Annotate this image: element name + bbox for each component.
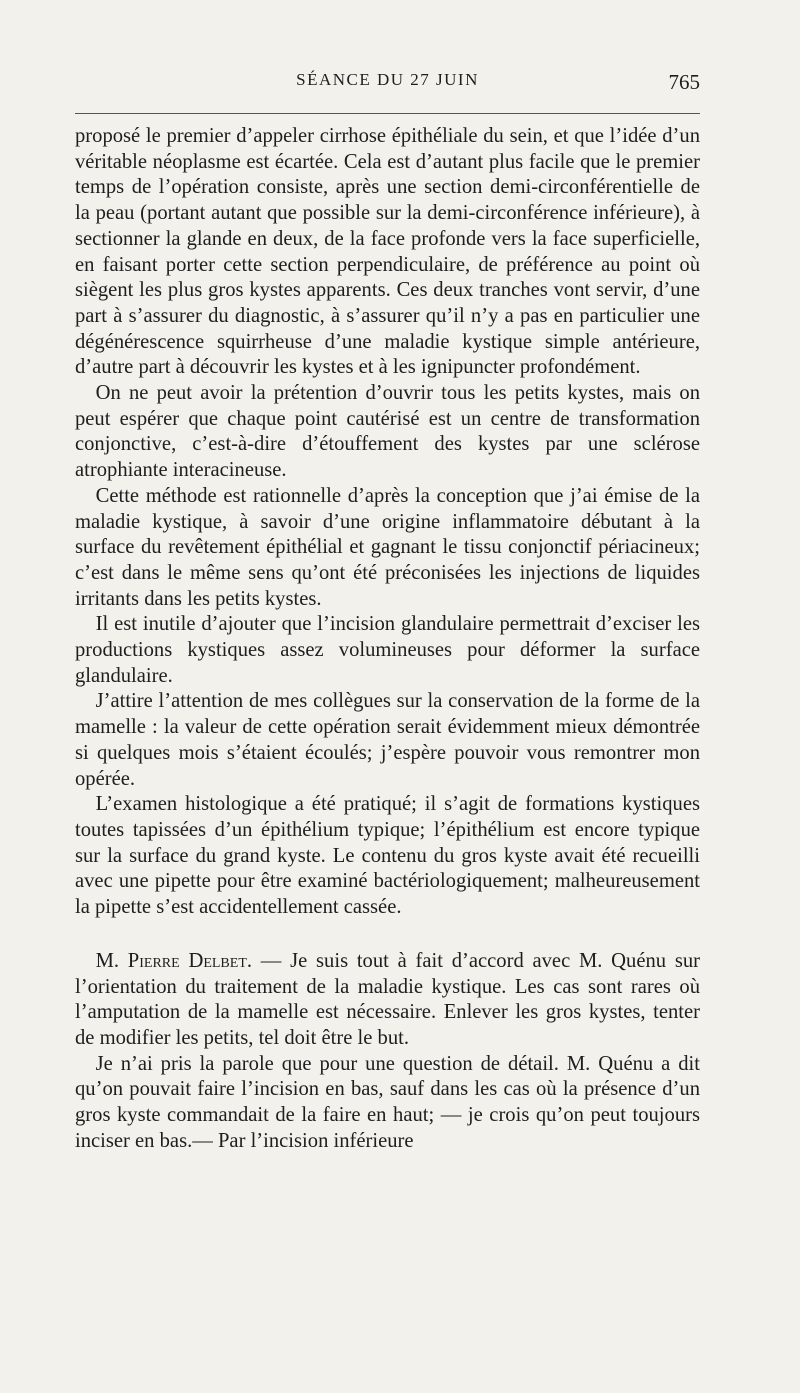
paragraph: proposé le premier d’appeler cirrhose épithéliale du sein, et que l’idée d’un véritable néoplasme est écartée. Cela est d’autant plus facile que le premier temps de l’opération consiste, après une section demi-circonférentielle de la peau (portant autant que possible sur la demi-circonférence inférieure), à sectionner la glande en deux, de la face profonde vers la face superficielle, en faisant porter cette section perpendiculaire, de préférence au point où siègent les plus gros kystes apparents. Ces deux tranches vont servir, d’une part à s’assurer du diagnostic, à s’assurer qu’il n’y a pas en particulier une dégénérescence squirrheuse d’une maladie kystique simple antérieure, d’autre part à découvrir les kystes et à les ignipuncter profondément.: [75, 125, 700, 379]
paragraph: Je n’ai pris la parole que pour une question de détail. M. Quénu a dit qu’on pouvait faire l’incision en bas, sauf dans les cas où la présence d’un gros kyste commandait de la faire en haut; — je crois qu’on peut toujours inciser en bas.— Par l’incision inférieure: [75, 1052, 700, 1152]
paragraph: Cette méthode est rationnelle d’après la conception que j’ai émise de la maladie kystique, à savoir d’une origine inflammatoire débutant à la surface du revêtement épithélial et gagnant le tissu conjonctif périacineux; c’est dans le même sens qu’ont été préconisées les injections de liquides irritants dans les petits kystes.: [75, 484, 700, 610]
paragraph: L’examen histologique a été pratiqué; il s’agit de formations kystiques toutes tapissées d’un épithélium typique; l’épithélium est encore typique sur la surface du grand kyste. Le contenu du gros kyste avait été recueilli avec une pipette pour être examiné bactériologiquement; malheureusement la pipette s’est accidentellement cassée.: [75, 793, 700, 919]
speech-paragraph: [75, 949, 700, 1052]
paragraph: Il est inutile d’ajouter que l’incision glandulaire permettrait d’exciser les productions kystiques assez volumineuses pour déformer la surface glandulaire.: [75, 613, 700, 687]
speech-text: — Je suis tout à fait d’accord avec M. Quénu sur l’orientation du traitement de la maladie kystique. Les cas sont rares où l’amputation de la mamelle est nécessaire. Enlever les gros kystes, tenter de modifier les petits, tel doit être le but.: [75, 949, 701, 1049]
running-head: [75, 70, 700, 100]
running-head-title: SÉANCE DU 27 JUIN: [296, 70, 479, 89]
page-number: 765: [668, 70, 700, 94]
paragraph: J’attire l’attention de mes collègues sur la conservation de la forme de la mamelle : la valeur de cette opération serait évidemment mieux démontrée si quelques mois s’étaient écoulés; j’espère pouvoir vous remontrer mon opérée.: [75, 690, 700, 790]
body-text: [75, 124, 700, 1154]
speaker-name: M. Pierre Delbet.: [95, 949, 253, 972]
header-rule: [75, 113, 700, 114]
paragraph: On ne peut avoir la prétention d’ouvrir tous les petits kystes, mais on peut espérer que chaque point cautérisé est un centre de transformation conjonctive, c’est-à-dire d’étouffement des kystes par une sclérose atrophiante interacineuse.: [75, 382, 700, 482]
